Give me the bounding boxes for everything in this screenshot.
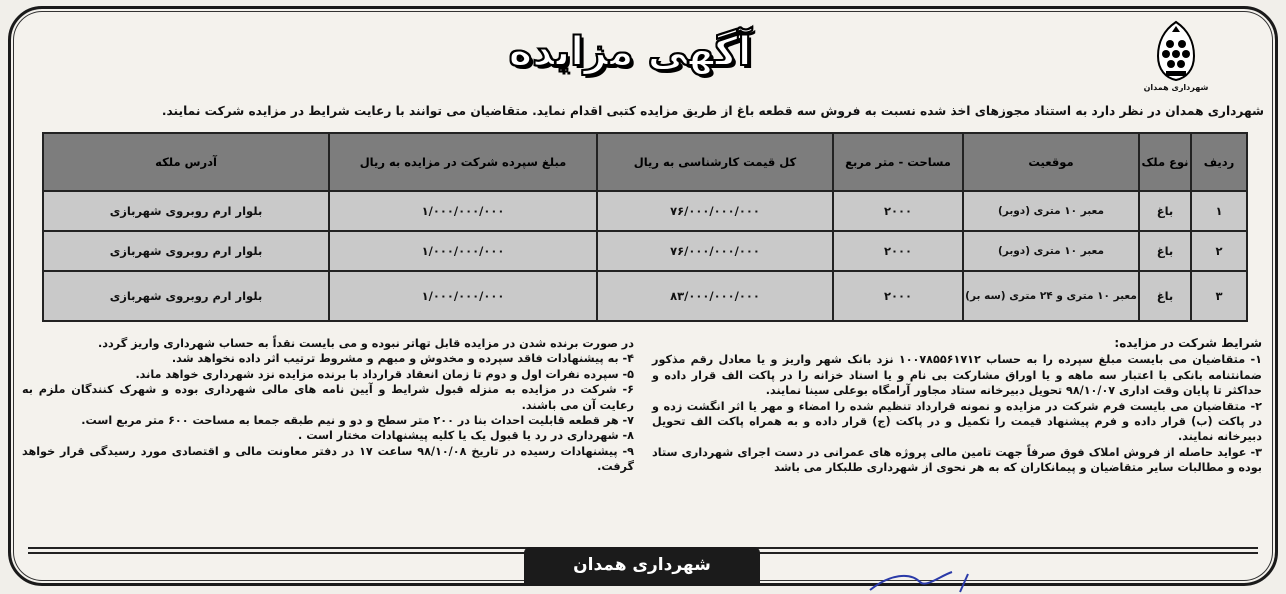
cell-area: ۲۰۰۰ <box>833 271 963 321</box>
cell-property-type: باغ <box>1139 271 1191 321</box>
footer-banner <box>524 547 760 583</box>
cell-area: ۲۰۰۰ <box>833 231 963 271</box>
cell-row-number: ۲ <box>1191 231 1247 271</box>
header-property-type: نوع ملک <box>1139 133 1191 191</box>
conditions-left-column <box>22 336 634 475</box>
conditions-right-column <box>652 336 1262 476</box>
cell-row-number: ۳ <box>1191 271 1247 321</box>
condition-item: ۳- عواید حاصله از فروش املاک فوق صرفاً جهت تامین مالی پروژه های عمرانی در دست اجرای شهرداری ستاد بوده و مطالبات سایر متقاضیان و پیمانکاران که به هر نحوی از شهرداری طلبکار می باشد <box>652 445 1262 475</box>
cell-address: بلوار ارم روبروی شهربازی <box>43 271 329 321</box>
logo-caption: شهرداری همدان <box>1143 83 1209 92</box>
cell-deposit: ۱/۰۰۰/۰۰۰/۰۰۰ <box>329 191 597 231</box>
table-row <box>43 271 1247 321</box>
cell-area: ۲۰۰۰ <box>833 191 963 231</box>
cell-address: بلوار ارم روبروی شهربازی <box>43 231 329 271</box>
cell-expert-price: ۷۶/۰۰۰/۰۰۰/۰۰۰ <box>597 191 833 231</box>
condition-item: ۷- هر قطعه قابلیت احداث بنا در ۲۰۰ متر سطح و دو و نیم طبقه جمعا به مساحت ۶۰۰ متر مربع است. <box>81 414 634 428</box>
cell-location: معبر ۱۰ متری (دوبر) <box>963 191 1139 231</box>
conditions-heading: شرایط شرکت در مزایده: <box>1114 336 1262 350</box>
cell-expert-price: ۷۶/۰۰۰/۰۰۰/۰۰۰ <box>597 231 833 271</box>
condition-item: ۲- متقاضیان می بایست فرم شرکت در مزایده و نمونه قرارداد تنظیم شده را امضاء و مهر یا اثر انگشت زده و در پاکت (ب) قرار داده و فرم پیشنهاد قیمت را تکمیل و در پاکت (ج) قرار داده و به همراه پاکت الف تحویل دبیرخانه نمایند. <box>652 399 1262 444</box>
emblem-icon <box>1154 20 1198 82</box>
header-expert-price: کل قیمت کارشناسی به ریال <box>597 133 833 191</box>
cell-address: بلوار ارم روبروی شهربازی <box>43 191 329 231</box>
notice-title-box <box>470 20 790 84</box>
header-area: مساحت - متر مربع <box>833 133 963 191</box>
header-address: آدرس ملکه <box>43 133 329 191</box>
auction-table <box>42 132 1248 322</box>
condition-item: در صورت برنده شدن در مزایده قابل تهاتر نبوده و می بایست نقداً به حساب شهرداری واریز گردد. <box>98 337 634 350</box>
header-location: موقعیت <box>963 133 1139 191</box>
header-deposit: مبلغ سپرده شرکت در مزایده به ریال <box>329 133 597 191</box>
pen-mark-icon <box>860 568 980 594</box>
condition-item: ۸- شهرداری در رد یا قبول یک یا کلیه پیشنهادات مختار است . <box>298 429 634 443</box>
footer-title: شهرداری همدان <box>573 555 711 575</box>
table-row <box>43 231 1247 271</box>
cell-row-number: ۱ <box>1191 191 1247 231</box>
condition-item: ۴- به پیشنهادات فاقد سپرده و مخدوش و مبهم و مشروط ترتیب اثر داده نخواهد شد. <box>171 352 634 366</box>
cell-deposit: ۱/۰۰۰/۰۰۰/۰۰۰ <box>329 271 597 321</box>
table-header-row <box>43 133 1247 191</box>
cell-expert-price: ۸۳/۰۰۰/۰۰۰/۰۰۰ <box>597 271 833 321</box>
cell-property-type: باغ <box>1139 191 1191 231</box>
condition-item: ۱- متقاضیان می بایست مبلغ سپرده را به حساب ۱۰۰۷۸۵۵۶۱۷۱۲ نزد بانک شهر واریز و یا معادل رقم مذکور ضمانتنامه بانکی با اعتبار سه ماهه و یا اوراق مشارکت بی نام و یا اسناد خزانه را در پاکت الف قرار داده و حداکثر تا پایان وقت اداری ۹۸/۱۰/۰۷ تحویل دبیرخانه ستاد مجاور آرامگاه بوعلی سینا نمایند. <box>652 353 1262 398</box>
cell-property-type: باغ <box>1139 231 1191 271</box>
municipality-logo <box>1136 20 1216 104</box>
cell-location: معبر ۱۰ متری (دوبر) <box>963 231 1139 271</box>
header-row-number: ردیف <box>1191 133 1247 191</box>
notice-title: آگهی مزایده <box>508 29 752 75</box>
cell-location: معبر ۱۰ متری و ۲۴ متری (سه بر) <box>963 271 1139 321</box>
cell-deposit: ۱/۰۰۰/۰۰۰/۰۰۰ <box>329 231 597 271</box>
condition-item: ۹- پیشنهادات رسیده در تاریخ ۹۸/۱۰/۰۸ ساعت ۱۷ در دفتر معاونت مالی و اقتصادی مورد رسیدگی قرار خواهد گرفت. <box>22 444 634 474</box>
condition-item: ۶- شرکت در مزایده به منزله قبول شرایط و آیین نامه های مالی شهرداری بوده و شهرک کنندگان ملزم به رعایت آن می باشند. <box>22 383 634 412</box>
condition-item: ۵- سپرده نفرات اول و دوم تا زمان انعقاد قرارداد با برنده مزایده نزد شهرداری خواهد ماند. <box>135 367 634 381</box>
table-row <box>43 191 1247 231</box>
intro-text: شهرداری همدان در نظر دارد به استناد مجوزهای اخذ شده نسبت به فروش سه قطعه باغ از طریق مزایده کتبی اقدام نماید. متقاضیان می توانند با رعایت شرایط در مزایده شرکت نمایند. <box>161 104 1264 118</box>
